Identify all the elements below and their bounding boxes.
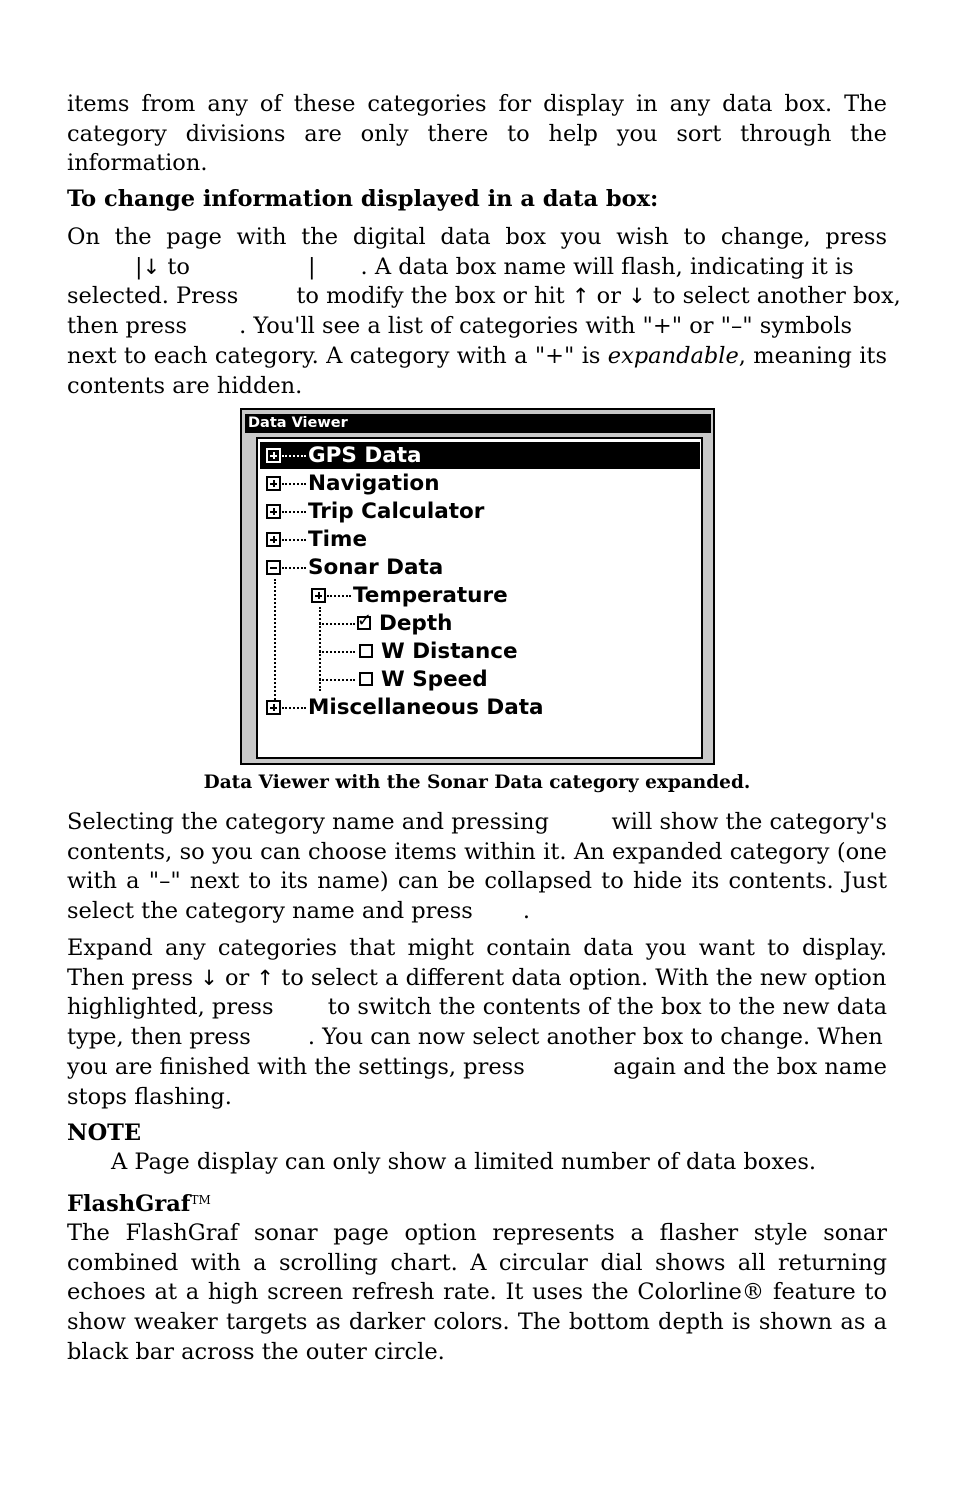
tree-connector (282, 511, 306, 513)
tree-connector (319, 651, 355, 653)
up-arrow-icon: ↑ (256, 965, 275, 990)
pipe-separator: | (135, 253, 143, 280)
expand-icon[interactable] (266, 448, 281, 463)
check-mark-icon: ✓ (357, 610, 373, 631)
text-line: contents, so you can choose items within it. An expanded category (one (67, 838, 887, 865)
window-title: Data Viewer (245, 414, 711, 433)
text-fragment: again and the box name (613, 1053, 887, 1080)
tree-item-sonar-data[interactable]: Sonar Data (308, 555, 444, 580)
text-fragment: you are finished with the settings, press (67, 1053, 525, 1080)
text-line: black bar across the outer circle. (67, 1338, 445, 1365)
text-fragment: or (224, 964, 250, 991)
text-fragment: select the category name and press (67, 898, 473, 925)
instructions-paragraph (67, 223, 901, 401)
text-line (67, 897, 887, 927)
text-line (67, 964, 887, 994)
text-line: information. (67, 150, 208, 177)
text-fragment: then press (67, 313, 188, 340)
tree-item-trip-calculator[interactable]: Trip Calculator (308, 499, 485, 524)
text-fragment: will show the category's (611, 809, 887, 835)
text-line: Expand any categories that might contain data you want to display. (67, 935, 887, 961)
text-fragment: Selecting the category name and pressing (67, 809, 549, 835)
text-line (67, 993, 887, 1023)
text-line (67, 282, 901, 312)
up-arrow-icon: ↑ (571, 284, 590, 309)
tree-connector (282, 567, 306, 569)
trademark-symbol: TM (190, 1193, 211, 1207)
tree-item-depth[interactable]: Depth (379, 611, 453, 636)
text-line: On the page with the digital data box you wish to change, press (67, 224, 887, 250)
tree-item-w-distance[interactable]: W Distance (381, 639, 518, 664)
expand-icon[interactable] (266, 532, 281, 547)
tree-connector (282, 455, 306, 457)
tree-item-miscellaneous-data[interactable]: Miscellaneous Data (308, 695, 544, 720)
tree-connector (319, 679, 355, 681)
text-line: echoes at a high screen refresh rate. It uses the Colorline® feature to (67, 1279, 887, 1306)
heading-text: FlashGraf (67, 1191, 191, 1217)
text-line (67, 1023, 887, 1053)
tree-item-w-speed[interactable]: W Speed (381, 667, 488, 692)
expand-icon[interactable] (266, 504, 281, 519)
expand-icon[interactable] (311, 588, 326, 603)
section-heading: To change information displayed in a data box: (67, 186, 659, 212)
text-fragment: next to each category. A category with a "+" is (67, 342, 608, 369)
text-line: The FlashGraf sonar page option represents a flasher style sonar (67, 1220, 887, 1246)
text-fragment: Then press (67, 964, 194, 991)
text-fragment: . A data box name will flash, indicating it is (360, 253, 854, 280)
text-line: combined with a scrolling chart. A circular dial shows all returning (67, 1249, 887, 1276)
down-arrow-icon: ↓ (142, 254, 161, 279)
collapse-icon[interactable] (266, 560, 281, 575)
text-line: contents are hidden. (67, 372, 303, 399)
expand-icon[interactable] (266, 476, 281, 491)
text-line: with a "–" next to its name) can be collapsed to hide its contents. Just (67, 868, 887, 895)
text-fragment: to (167, 253, 190, 280)
text-fragment: . You'll see a list of categories with "+" or "–" symbols (239, 313, 853, 340)
tree-item-gps-data[interactable]: GPS Data (308, 443, 422, 468)
text-line (67, 808, 887, 838)
text-fragment: highlighted, press (67, 994, 274, 1021)
tree-connector (327, 595, 351, 597)
text-fragment: selected. Press (67, 283, 239, 310)
figure-caption: Data Viewer with the Sonar Data category expanded. (203, 772, 751, 793)
text-fragment: . You can now select another box to change. When (307, 1024, 883, 1051)
tree-connector (282, 539, 306, 541)
expand-paragraph (67, 808, 887, 927)
note-heading: NOTE (67, 1120, 142, 1146)
tree-connector (282, 707, 306, 709)
expand-icon[interactable] (266, 700, 281, 715)
text-fragment: type, then press (67, 1024, 251, 1051)
text-fragment: , meaning its (738, 342, 888, 369)
text-line (67, 1053, 887, 1083)
tree-item-navigation[interactable]: Navigation (308, 471, 440, 496)
tree-item-temperature[interactable]: Temperature (353, 583, 508, 608)
text-line (67, 342, 887, 372)
text-line: category divisions are only there to help you sort through the (67, 120, 887, 147)
text-fragment: to select another box, (652, 283, 901, 310)
text-line: stops flashing. (67, 1083, 232, 1110)
checkbox-unchecked[interactable] (359, 644, 373, 658)
checkbox-unchecked[interactable] (359, 672, 373, 686)
text-fragment: to modify the box or hit (296, 283, 565, 310)
tree-connector (282, 483, 306, 485)
text-line: show weaker targets as darker colors. The bottom depth is shown as a (67, 1309, 887, 1336)
text-fragment: or (596, 283, 621, 310)
text-line (67, 253, 887, 283)
tree-item-time[interactable]: Time (308, 527, 368, 552)
flashgraf-heading (67, 1186, 211, 1220)
text-fragment: to switch the contents of the box to the new data (327, 994, 887, 1021)
intro-paragraph (67, 90, 887, 179)
text-fragment: to select a different data option. With the new option (281, 964, 887, 991)
note-text: A Page display can only show a limited number of data boxes. (111, 1149, 817, 1175)
down-arrow-icon: ↓ (200, 965, 218, 990)
select-option-paragraph (67, 934, 887, 1112)
tree-connector (319, 623, 355, 625)
down-arrow-icon: ↓ (628, 284, 646, 309)
emphasis-text: expandable (607, 342, 739, 369)
text-line (67, 312, 887, 342)
flashgraf-paragraph (67, 1219, 887, 1368)
data-viewer-window (240, 408, 715, 765)
text-fragment: . (522, 898, 531, 925)
data-tree (256, 437, 703, 759)
tree-connector (274, 579, 276, 715)
text-line: items from any of these categories for display in any data box. The (67, 91, 887, 117)
pipe-separator: | (307, 253, 316, 280)
